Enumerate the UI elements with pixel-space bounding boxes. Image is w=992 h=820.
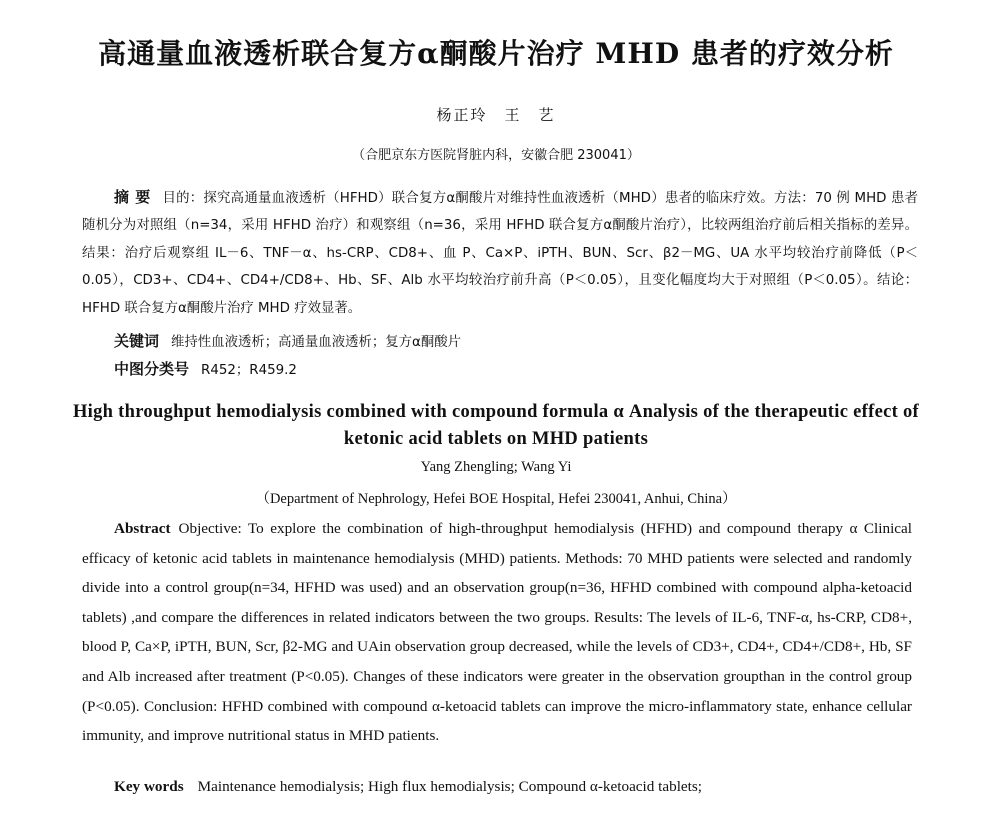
- english-abstract-text: Objective: To explore the combination of high-throughput hemodialysis (HFHD) and compound therapy α Clinical efficacy of ketonic acid tablets in maintenance hemodialysis (MHD) patients. Methods: 70 MHD patients were selected and randomly divide into a control group(n=34, HFHD was used) and an observation group(n=36, HFHD combined with compound alpha-ketoacid tablets) ,and compare the differences in related indicators between the two groups. Results: The levels of IL-6, TNF-α, hs-CRP, CD8+, blood P, Ca×P, iPTH, BUN, Scr, β2-MG and UAin observation group decreased, while the levels of CD3+, CD4+, CD4+/CD8+, Hb, SF and Alb increased after treatment (P<0.05). Changes of these indicators were greater in the observation groupthan in the control group (P<0.05). Conclusion: HFHD combined with compound α-ketoacid tablets can improve the micro-inflammatory state, enhance cellular immunity, and improve nutritional status in MHD patients.: [82, 520, 912, 745]
- chinese-abstract-text: 目的：探究高通量血液透析（HFHD）联合复方α酮酸片对维持性血液透析（MHD）患者的临床疗效。方法：70 例 MHD 患者随机分为对照组（n=34，采用 HFHD 治疗）和观察组（n=36，采用 HFHD 联合复方α酮酸片治疗），比较两组治疗前后相关指标的差异。结果：治疗后观察组 IL－6、TNF－α、hs-CRP、CD8+、血 P、Ca×P、iPTH、BUN、Scr、β2－MG、UA 水平均较治疗前降低（P＜0.05），CD3+、CD4+、CD4+/CD8+、Hb、SF、Alb 水平均较治疗前升高（P＜0.05），且变化幅度均大于对照组（P＜0.05）。结论：HFHD 联合复方α酮酸片治疗 MHD 疗效显著。: [82, 191, 918, 316]
- chinese-keywords: [114, 330, 461, 351]
- chinese-abstract-label: 摘要: [114, 188, 157, 206]
- chinese-affiliation: （合肥京东方医院肾脏内科，安徽合肥 230041）: [352, 148, 640, 163]
- english-keywords-text: Maintenance hemodialysis; High flux hemodialysis; Compound α-ketoacid tablets;: [197, 778, 703, 795]
- english-authors: Yang Zhengling; Wang Yi: [420, 459, 572, 475]
- chinese-keywords-label: 关键词: [114, 332, 160, 350]
- classification-value: R452；R459.2: [201, 363, 297, 378]
- english-abstract: [82, 514, 912, 751]
- english-title: High throughput hemodialysis combined with compound formula α Analysis of the therapeutic effect of ketonic acid tablets on MHD patients: [72, 402, 919, 449]
- english-abstract-label: Abstract: [114, 520, 171, 537]
- chinese-abstract: [82, 184, 918, 322]
- chinese-classification: [114, 358, 297, 379]
- english-keywords-label: Key words: [114, 778, 184, 795]
- english-affiliation: （Department of Nephrology, Hefei BOE Hospital, Hefei 230041, Anhui, China）: [255, 491, 737, 507]
- english-keywords: [114, 778, 702, 796]
- chinese-authors: 杨正玲 王 艺: [436, 106, 556, 124]
- chinese-keywords-text: 维持性血液透析；高通量血液透析；复方α酮酸片: [171, 335, 462, 350]
- classification-label: 中图分类号: [114, 360, 190, 378]
- chinese-title: 高通量血液透析联合复方α酮酸片治疗 MHD 患者的疗效分析: [98, 37, 894, 70]
